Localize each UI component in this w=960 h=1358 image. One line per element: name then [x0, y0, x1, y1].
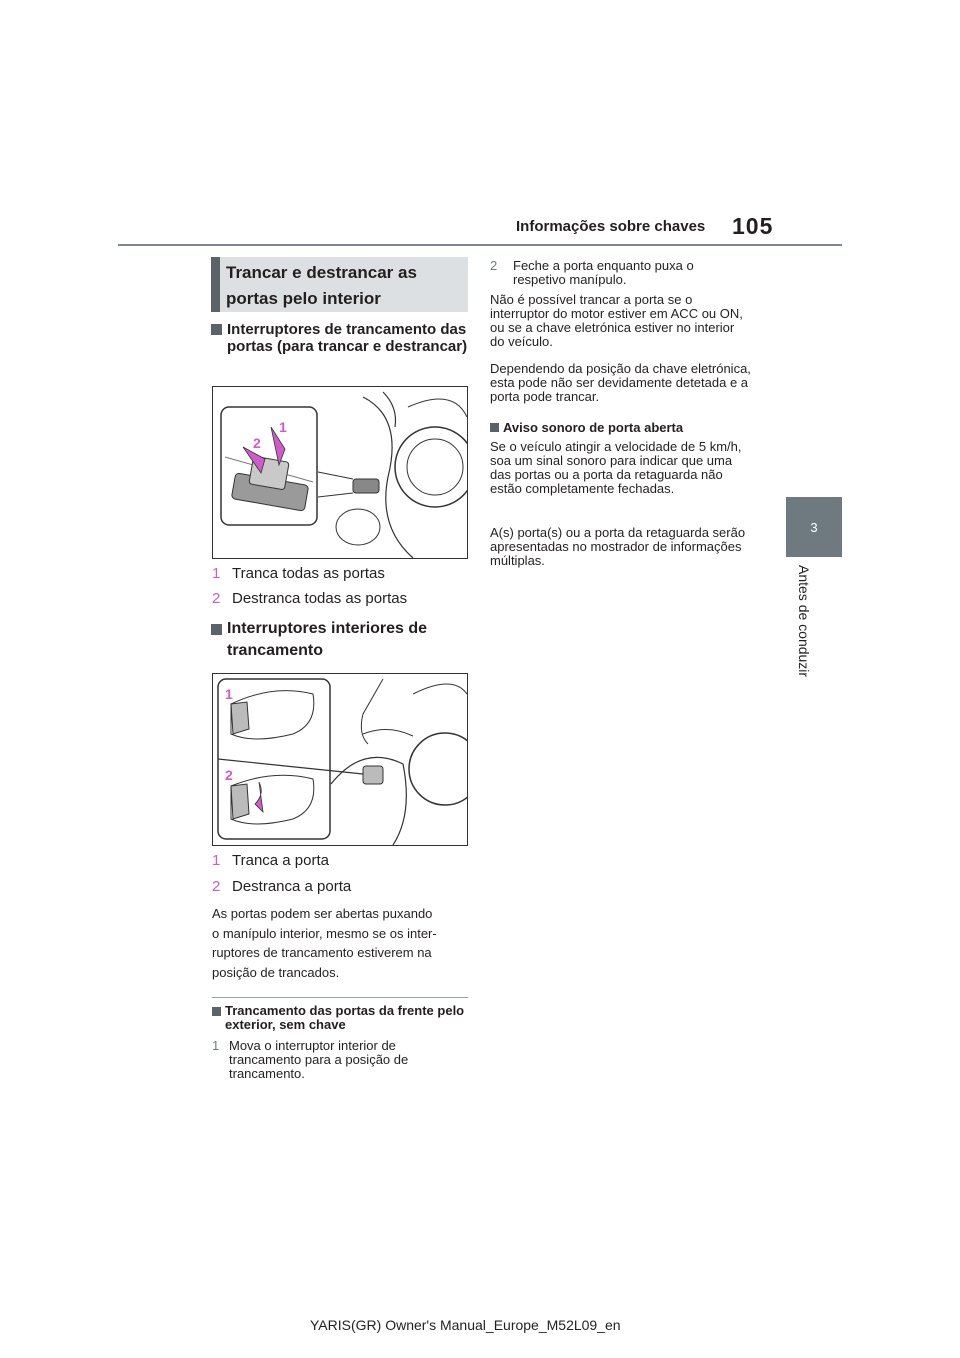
square-bullet-icon: [211, 324, 222, 335]
list-item: 2 Destranca todas as portas: [212, 590, 408, 607]
paragraph-key-position-note: Dependendo da posição da chave eletrónica, esta pode não ser devidamente detetada e a porta pode trancar.: [490, 361, 751, 404]
callout-1: 1: [279, 419, 287, 435]
paragraph-buzzer-description: Se o veículo atingir a velocidade de 5 km/h, soa um sinal sonoro para indicar que uma das portas ou a porta da retaguarda não estão completamente fechadas.: [490, 439, 742, 496]
step-item: 2 Feche a porta enquanto puxa o respetivo manípulo.: [490, 258, 694, 287]
paragraph-door-open-note: As portas podem ser abertas puxando o manípulo interior, mesmo se os inter- ruptores de trancamento estiverem na posição de trancados.: [212, 906, 437, 980]
section-heading-box: [211, 257, 468, 312]
door-lock-switch-illustration: [213, 387, 467, 558]
interior-lock-switch-illustration: [213, 674, 467, 845]
square-bullet-icon: [212, 1007, 221, 1016]
section-heading: Trancar e destrancar as portas pelo interior: [226, 263, 417, 308]
section-heading-bar: [211, 257, 220, 312]
callout-2: 2: [225, 767, 233, 783]
subheading-locking-without-key: Trancamento das portas da frente pelo exterior, sem chave: [212, 1004, 467, 1032]
list-item: 1 Tranca todas as portas: [212, 565, 385, 582]
page-number: 105: [732, 213, 774, 239]
figure-interior-lock-switch: [212, 673, 468, 846]
square-bullet-icon: [211, 624, 222, 635]
callout-1: 1: [225, 686, 233, 702]
divider: [212, 997, 468, 998]
callout-2: 2: [253, 435, 261, 451]
figure-door-lock-switch: [212, 386, 468, 559]
chapter-title: Antes de conduzir: [796, 565, 812, 678]
header-divider: [118, 244, 842, 246]
step-item: 1 Mova o interruptor interior de trancamento para a posição de trancamento.: [212, 1038, 409, 1081]
paragraph-display-note: A(s) porta(s) ou a porta da retaguarda serão apresentadas no mostrador de informações múltiplas.: [490, 525, 746, 568]
footer-manual-id: YARIS(GR) Owner's Manual_Europe_M52L09_en: [310, 1317, 621, 1333]
chapter-number: 3: [810, 519, 818, 535]
chapter-tab: [786, 497, 842, 557]
list-item: 1 Tranca a porta: [212, 852, 329, 869]
header-section-title: Informações sobre chaves: [516, 218, 706, 235]
square-bullet-icon: [490, 423, 499, 432]
subheading-door-lock-switches: Interruptores de trancamento das portas (para trancar e destrancar): [211, 321, 468, 355]
paragraph-engine-switch-note: Não é possível trancar a porta se o interruptor do motor estiver em ACC ou ON, ou se a chave eletrónica estiver no interior do veículo.: [490, 292, 743, 349]
subheading-interior-lock-switches: Interruptores interiores de trancamento: [211, 618, 468, 662]
subheading-door-open-buzzer: Aviso sonoro de porta aberta: [490, 419, 752, 437]
list-item: 2 Destranca a porta: [212, 878, 352, 895]
